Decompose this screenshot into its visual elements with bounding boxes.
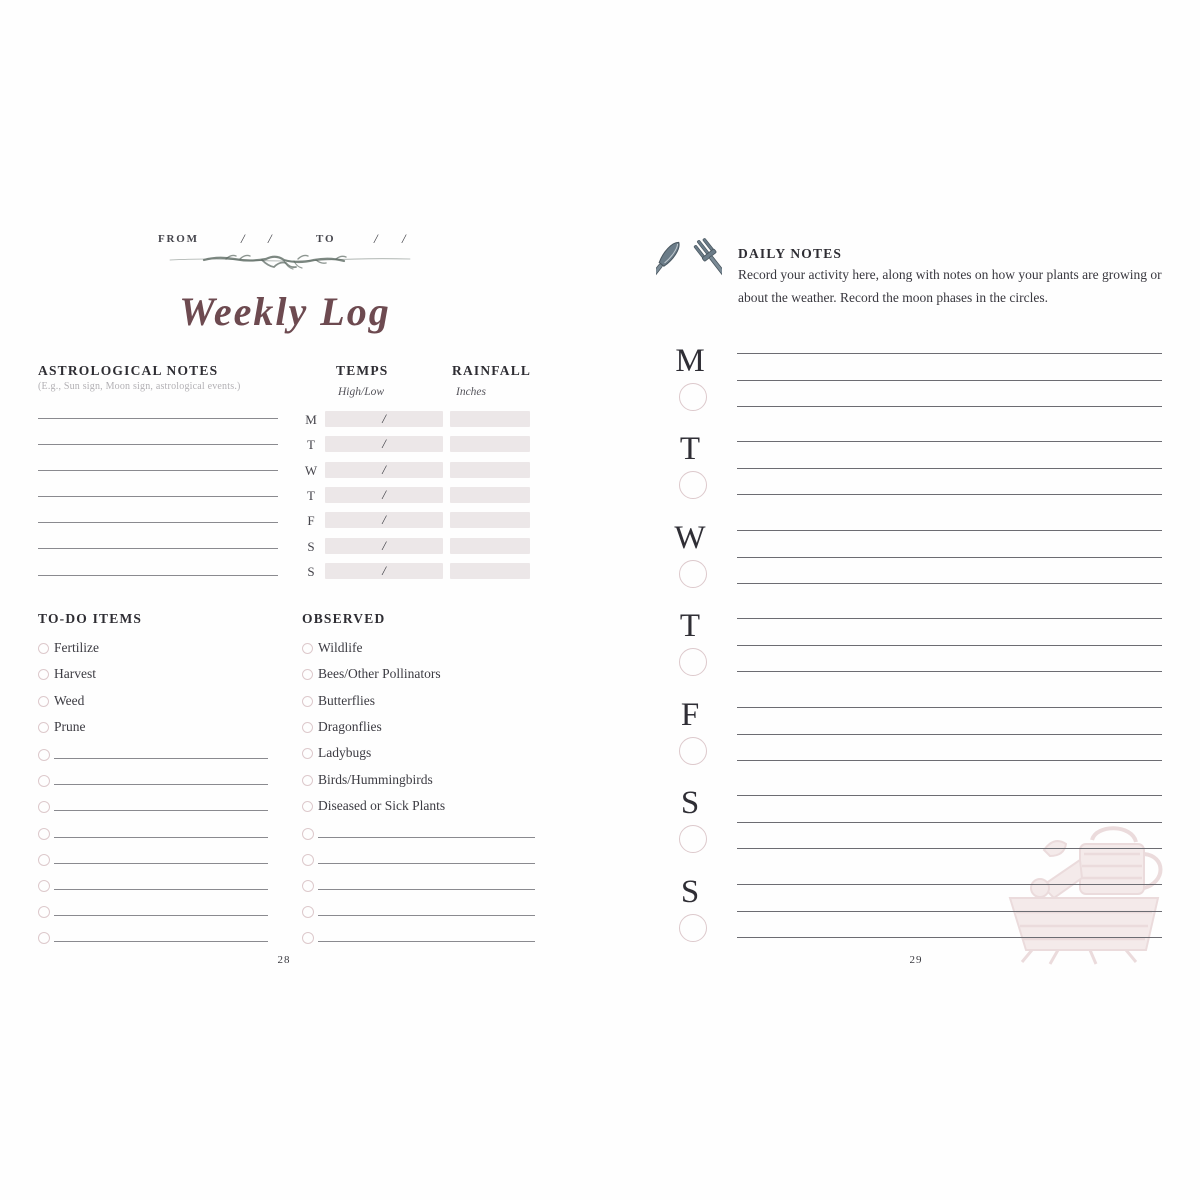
checklist-item-label: Butterflies [318, 693, 375, 708]
astrological-notes-subtitle: (E.g., Sun sign, Moon sign, astrological events.) [38, 381, 241, 392]
daily-note-line[interactable] [737, 828, 1162, 849]
daily-note-line[interactable] [737, 714, 1162, 735]
moon-phase-circle[interactable] [679, 383, 707, 411]
observed-heading: OBSERVED [302, 611, 386, 626]
temps-subheading: High/Low [338, 386, 385, 398]
daily-note-line[interactable] [737, 687, 1162, 708]
rainfall-heading: RAINFALL [452, 363, 532, 378]
todo-heading: TO-DO ITEMS [38, 611, 143, 626]
from-date-slash-1[interactable]: / [241, 231, 245, 246]
checklist-item-label: Prune [54, 719, 86, 734]
daily-note-line[interactable] [737, 333, 1162, 354]
daily-note-line[interactable] [737, 474, 1162, 495]
day-letter: M [675, 343, 705, 379]
day-letter: W [674, 520, 706, 556]
moon-phase-circle[interactable] [679, 648, 707, 676]
checklist-item-label: Weed [54, 693, 85, 708]
daily-note-line[interactable] [737, 598, 1162, 619]
temp-separator-slash: / [382, 487, 386, 502]
moon-phase-circle[interactable] [679, 825, 707, 853]
weather-day-label: S [307, 539, 315, 554]
temp-separator-slash: / [382, 538, 386, 553]
from-date-slash-2[interactable]: / [268, 231, 272, 246]
checklist-item-label: Fertilize [54, 640, 99, 655]
daily-note-line[interactable] [737, 651, 1162, 672]
to-date-slash-2[interactable]: / [402, 231, 406, 246]
day-letter: S [680, 785, 700, 821]
daily-note-line[interactable] [737, 802, 1162, 823]
daily-note-line[interactable] [737, 448, 1162, 469]
daily-note-line[interactable] [737, 537, 1162, 558]
temp-separator-slash: / [382, 411, 386, 426]
moon-phase-circle[interactable] [679, 471, 707, 499]
rainfall-subheading: Inches [456, 386, 487, 398]
to-label: TO [316, 233, 336, 245]
temp-separator-slash: / [382, 563, 386, 578]
day-letter: S [680, 874, 700, 910]
temp-separator-slash: / [382, 512, 386, 527]
daily-notes-heading: DAILY NOTES [738, 246, 843, 261]
astrological-notes-heading: ASTROLOGICAL NOTES [38, 363, 219, 378]
checklist-item-label: Wildlife [318, 640, 363, 655]
temps-heading: TEMPS [336, 363, 389, 378]
daily-note-line[interactable] [737, 563, 1162, 584]
checklist-item-label: Ladybugs [318, 745, 372, 760]
daily-note-line[interactable] [737, 386, 1162, 407]
day-letter: T [679, 431, 701, 467]
moon-phase-circle[interactable] [679, 914, 707, 942]
daily-note-line[interactable] [737, 891, 1162, 912]
weather-day-label: W [304, 463, 318, 478]
left-page-number: 28 [277, 954, 291, 966]
day-letter: F [680, 697, 700, 733]
moon-phase-circle[interactable] [679, 560, 707, 588]
daily-note-line[interactable] [737, 421, 1162, 442]
weather-day-label: T [307, 488, 315, 503]
daily-note-line[interactable] [737, 360, 1162, 381]
temp-separator-slash: / [382, 436, 386, 451]
checklist-item-label: Dragonflies [318, 719, 382, 734]
moon-phase-circle[interactable] [679, 737, 707, 765]
daily-note-line[interactable] [737, 917, 1162, 938]
daily-note-line[interactable] [737, 864, 1162, 885]
from-label: FROM [158, 233, 199, 245]
page-title: Weekly Log [179, 289, 391, 334]
daily-notes-description: Record your activity here, along with notes on how your plants are growing or about the weather. Record the moon phases in the circles. [738, 267, 1162, 305]
day-letter: T [679, 608, 701, 644]
checklist-item-label: Birds/Hummingbirds [318, 772, 433, 787]
daily-note-line[interactable] [737, 625, 1162, 646]
weather-day-label: S [307, 564, 315, 579]
weather-day-label: M [305, 412, 317, 427]
weather-day-label: F [307, 513, 315, 528]
daily-note-line[interactable] [737, 775, 1162, 796]
daily-note-line[interactable] [737, 510, 1162, 531]
weather-day-label: T [307, 437, 315, 452]
to-date-slash-1[interactable]: / [374, 231, 378, 246]
checklist-item-label: Bees/Other Pollinators [318, 666, 441, 681]
right-page-number: 29 [909, 954, 923, 966]
daily-note-line[interactable] [737, 740, 1162, 761]
checklist-item-label: Diseased or Sick Plants [318, 798, 446, 813]
temp-separator-slash: / [382, 462, 386, 477]
checklist-item-label: Harvest [54, 666, 96, 681]
